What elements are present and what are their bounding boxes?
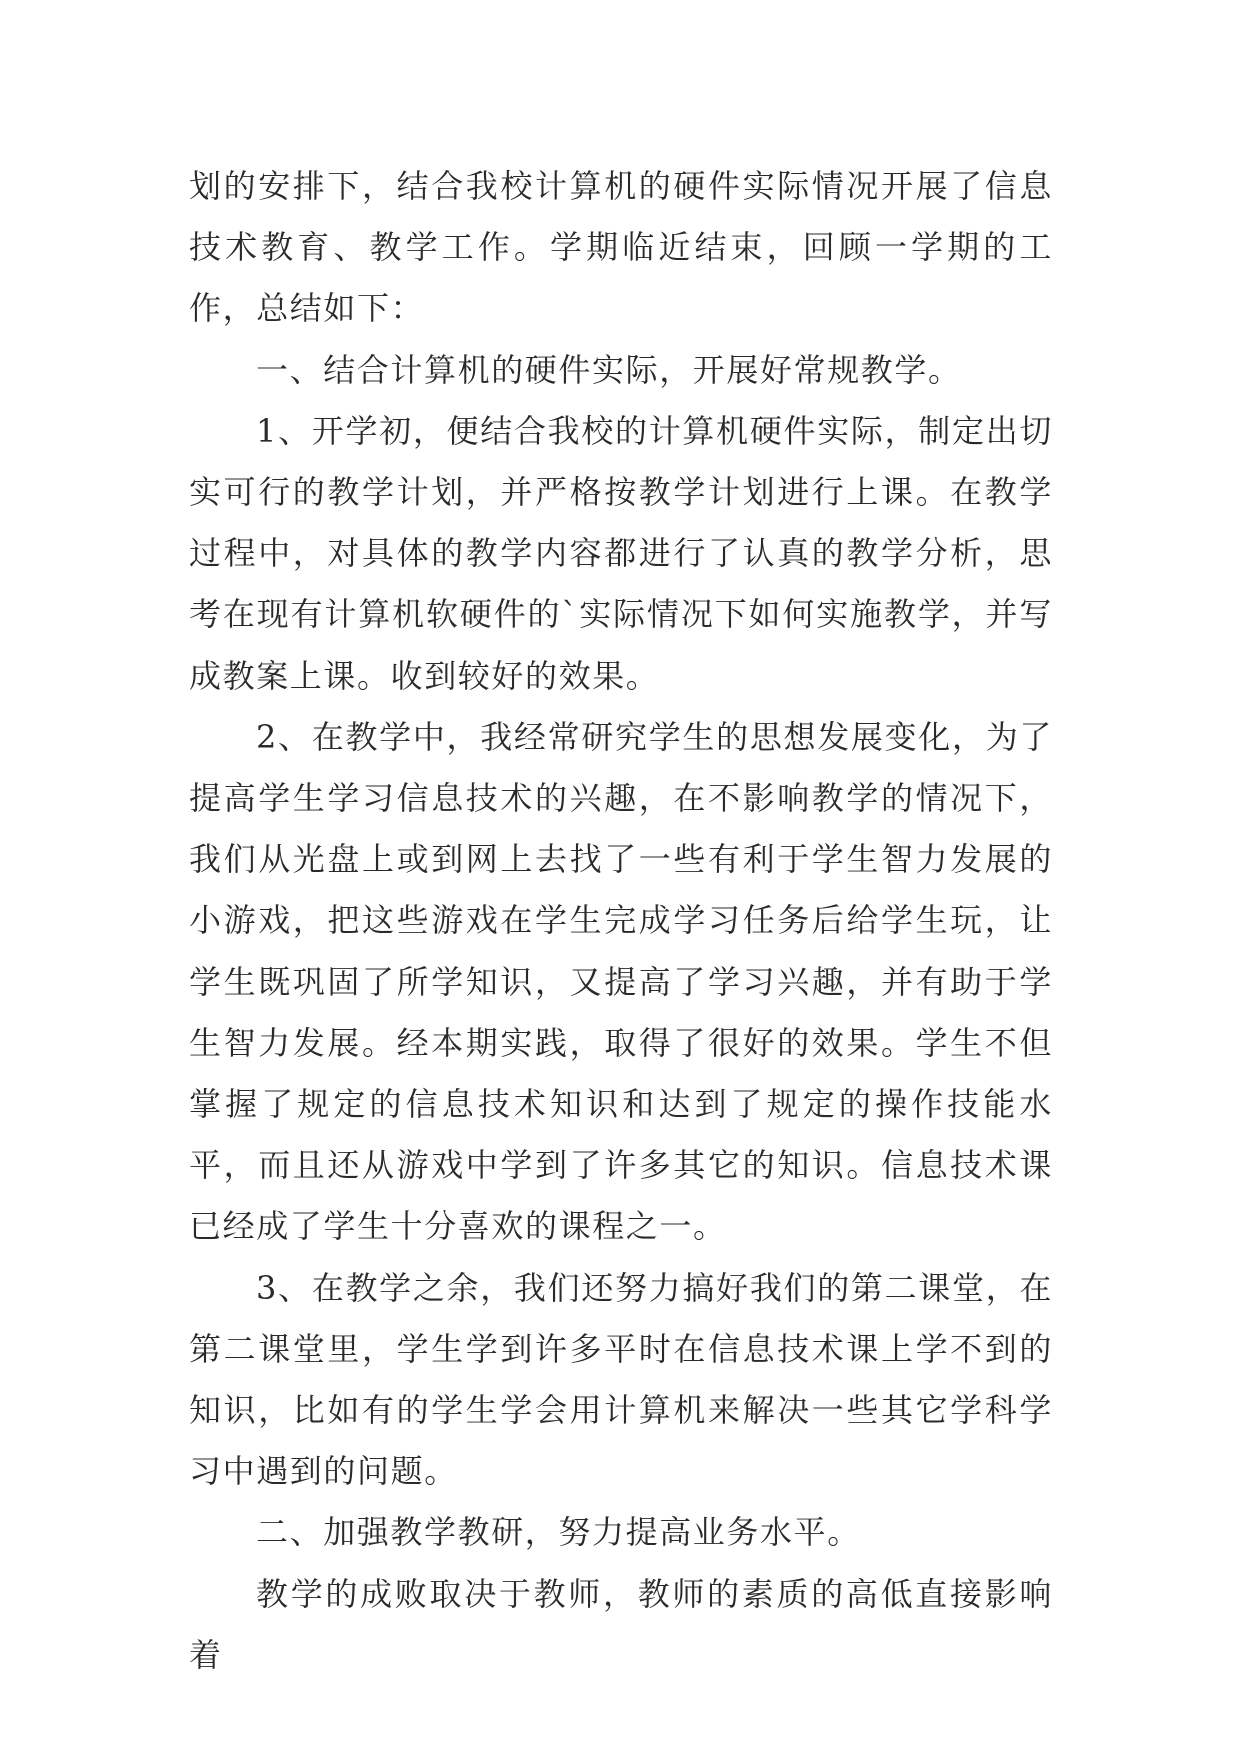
paragraph-item-3: 3、在教学之余，我们还努力搞好我们的第二课堂，在第二课堂里，学生学到许多平时在信息技术课上学不到的知识，比如有的学生学会用计算机来解决一些其它学科学习中遇到的问题。 <box>189 1268 1053 1491</box>
paragraph-item-1: 1、开学初，便结合我校的计算机硬件实际，制定出切实可行的教学计划，并严格按教学计划进行上课。在教学过程中，对具体的教学内容都进行了认真的教学分析，思考在现有计算机软硬件的`实际情况下如何实施教学，并写成教案上课。收到较好的效果。 <box>189 411 1053 695</box>
paragraph-intro: 划的安排下，结合我校计算机的硬件实际情况开展了信息技术教育、教学工作。学期临近结束，回顾一学期的工作，总结如下： <box>189 167 1053 328</box>
paragraph-item-2: 2、在教学中，我经常研究学生的思想发展变化，为了提高学生学习信息技术的兴趣，在不影响教学的情况下，我们从光盘上或到网上去找了一些有利于学生智力发展的小游戏，把这些游戏在学生完成学习任务后给学生玩，让学生既巩固了所学知识，又提高了学习兴趣，并有助于学生智力发展。经本期实践，取得了很好的效果。学生不但掌握了规定的信息技术知识和达到了规定的操作技能水平，而且还从游戏中学到了许多其它的知识。信息技术课已经成了学生十分喜欢的课程之一。 <box>189 717 1053 1246</box>
paragraph-section-2-start: 教学的成败取决于教师，教师的素质的高低直接影响着 <box>189 1574 1053 1674</box>
heading-section-1: 一、结合计算机的硬件实际，开展好常规教学。 <box>256 350 962 389</box>
document-body <box>189 156 1053 1686</box>
heading-section-2: 二、加强教学教研，努力提高业务水平。 <box>256 1513 861 1552</box>
